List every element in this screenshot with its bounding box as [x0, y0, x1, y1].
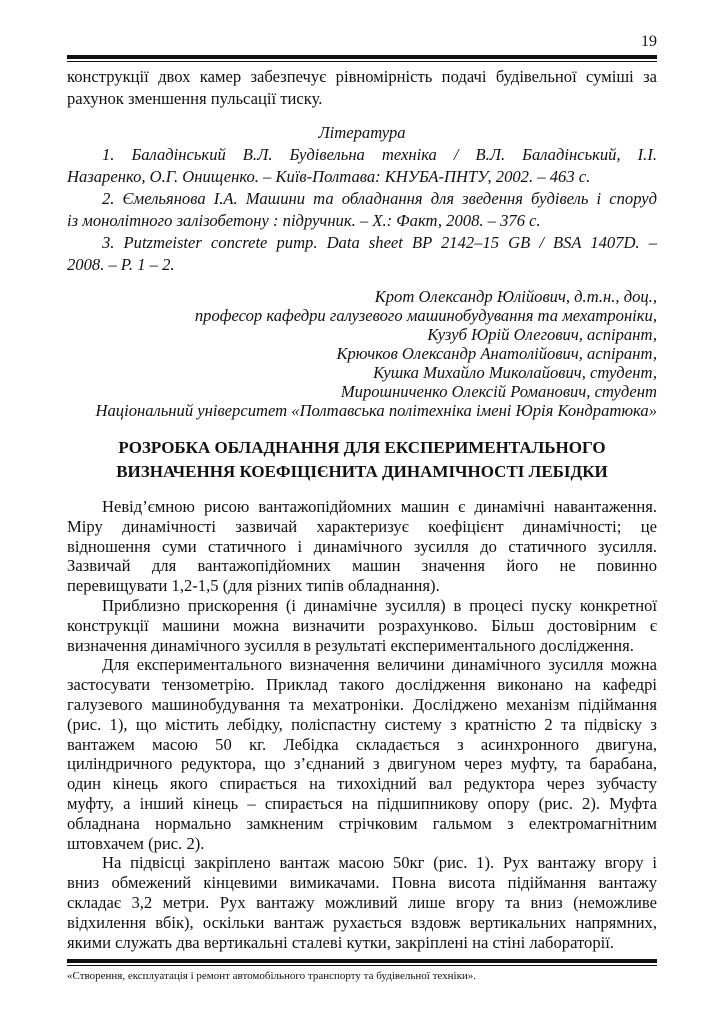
text-line: Міру динамічності зазвичай характеризує коефіцієнт динамічності; це — [67, 516, 657, 536]
footer-rule — [67, 959, 657, 966]
intro-paragraph — [67, 66, 657, 110]
text-line: Приблизно прискорення (і динамічне зусилля) в процесі пуску конкретної — [102, 595, 657, 615]
article-title — [67, 436, 657, 484]
text-line: обладнана нормально замкненим стрічковим гальмом з електромагнітним — [67, 813, 657, 833]
author-line: Крючков Олександр Анатолійович, аспірант, — [336, 344, 657, 363]
title-line: ВИЗНАЧЕННЯ КОЕФІЦІЄНИТА ДИНАМІЧНОСТІ ЛЕБІДКИ — [116, 462, 608, 481]
page-number: 19 — [641, 33, 657, 50]
footer-text: «Створення, експлуатація і ремонт автомобільного транспорту та будівельної техніки». — [67, 970, 477, 982]
text-line: рахунок зменшення пульсації тиску. — [67, 89, 323, 108]
text-line: муфту, а інший кінець – спирається на підшипникову опору (рис. 2). Муфта — [67, 793, 657, 813]
text-line: (рис. 1), що містить лебідку, поліспастну систему з кратністю 2 та підвіску з — [67, 714, 657, 734]
body-paragraph — [67, 655, 657, 853]
text-line: відношення суми статичного і динамічного зусилля до статичного зусилля. — [67, 536, 657, 556]
text-line: вниз обмежений кінцевими вимикачами. Повна висота підіймання вантажу — [67, 873, 657, 893]
text-line: застосувати тензометрію. Приклад такого дослідження виконано на кафедрі — [67, 675, 657, 695]
body-paragraph — [67, 497, 657, 596]
text-line: визначення динамічного зусилля в результаті експериментального дослідження. — [67, 635, 634, 655]
article-body — [67, 497, 657, 952]
text-line: конструкції машини можна визначити розрахунково. Більш достовірним є — [67, 615, 657, 635]
reference-line: із монолітного залізобетону : підручник. – Х.: Факт, 2008. – 376 с. — [67, 211, 541, 230]
text-line: складає 3,2 метри. Рух вантажу можливий лише вгору та вниз (неможливе — [67, 892, 657, 912]
author-line: Кузуб Юрій Олегович, аспірант, — [427, 325, 657, 344]
text-line: На підвісці закріплено вантаж масою 50кг (рис. 1). Рух вантажу вгору і — [102, 853, 657, 873]
author-line: Крот Олександр Юлійович, д.т.н., доц., — [374, 287, 657, 306]
text-line: галузевого машинобудування та мехатроніки. Досліджено механізм підіймання — [67, 694, 657, 714]
author-line: Кушка Михайло Миколайович, студент, — [373, 363, 657, 382]
text-line: Зазвичай для вантажопідйомних машин значення його не повинно — [67, 556, 657, 576]
text-line: циліндричного редуктора, що з’єднаний з двигуном через муфту, та барабана, — [67, 754, 657, 774]
authors-block — [67, 287, 657, 420]
body-paragraph — [67, 853, 657, 952]
reference-line: Назаренко, О.Г. Онищенко. – Київ-Полтава: КНУБА-ПНТУ, 2002. – 463 с. — [67, 167, 591, 186]
author-line: Національний університет «Полтавська політехніка імені Юрія Кондратюка» — [95, 401, 657, 420]
literature-heading: Література — [318, 123, 406, 142]
title-line: РОЗРОБКА ОБЛАДНАННЯ ДЛЯ ЕКСПЕРИМЕНТАЛЬНОГО — [118, 438, 606, 457]
reference-line: 3. Putzmeister concrete pump. Data sheet BP 2142–15 GB / BSA 1407D. – — [102, 233, 657, 252]
text-line: якими служать два вертикальні сталеві кутки, закріплені на стіні лабораторії. — [67, 932, 615, 952]
author-line: професор кафедри галузевого машинобудування та мехатроніки, — [194, 306, 657, 325]
text-line: відхилення вбік), оскільки вантаж рухається вздовж вертикальних напрямних, — [67, 912, 657, 932]
text-line: конструкції двох камер забезпечує рівномірність подачі будівельної суміші за — [67, 67, 657, 86]
text-line: перевищувати 1,2-1,5 (для різних типів обладнання). — [67, 576, 440, 596]
text-line: Для експериментального визначення величини динамічного зусилля можна — [102, 655, 657, 675]
literature-section — [67, 122, 657, 276]
text-line: вантажем масою 50 кг. Лебідка складається з асинхронного двигуна, — [67, 734, 657, 754]
text-line: Невід’ємною рисою вантажопідйомних машин є динамічні навантаження. — [102, 497, 657, 516]
reference-line: 1. Баладінський В.Л. Будівельна техніка / В.Л. Баладінський, І.І. — [102, 145, 657, 164]
reference-item — [67, 144, 657, 188]
text-line: один кінець якого спирається на тихохідний вал редуктора через зубчасту — [67, 774, 657, 794]
author-line: Мирошниченко Олексій Романович, студент — [340, 382, 657, 401]
reference-line: 2. Ємельянова І.А. Машини та обладнання для зведення будівель і споруд — [102, 189, 657, 208]
reference-item — [67, 188, 657, 232]
reference-item — [67, 232, 657, 276]
reference-line: 2008. – P. 1 – 2. — [67, 255, 175, 274]
body-paragraph — [67, 596, 657, 655]
header-rule — [67, 55, 657, 62]
text-line: штовхачем (рис. 2). — [67, 833, 205, 853]
